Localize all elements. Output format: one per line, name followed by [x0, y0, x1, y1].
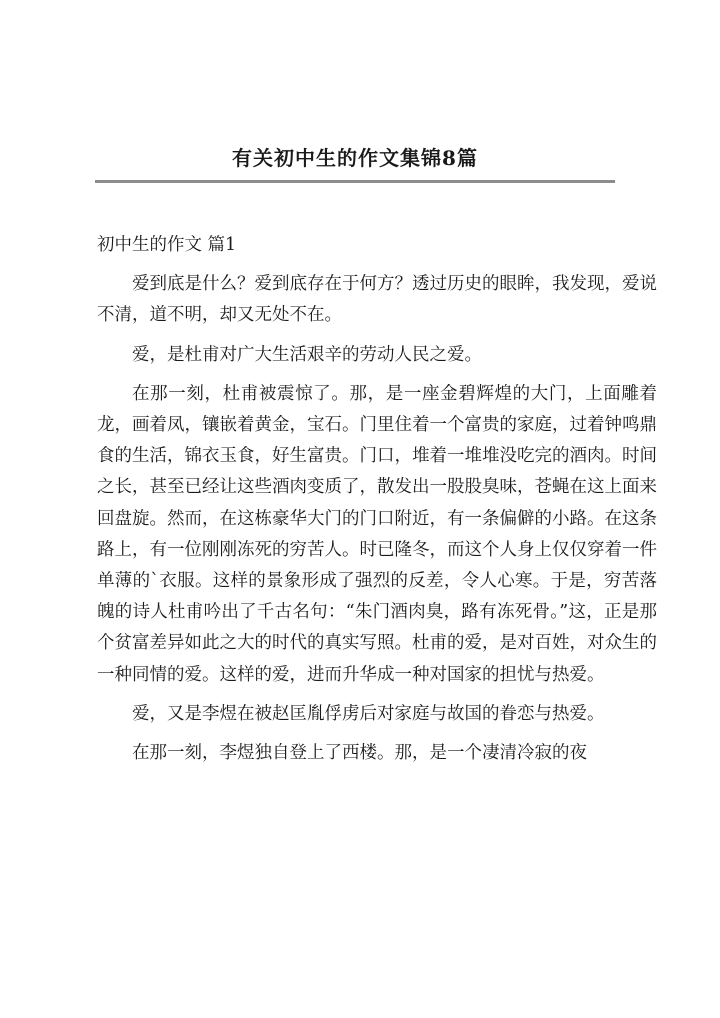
paragraph-3: 在那一刻，杜甫被震惊了。那，是一座金碧辉煌的大门，上面雕着龙，画着凤，镶嵌着黄金，宝石。门里住着一个富贵的家庭，过着钟鸣鼎食的生活，锦衣玉食，好生富贵。门口，堆着一堆堆没吃完的酒肉。时间之长，甚至已经让这些酒肉变质了，散发出一股股臭味，苍蝇在这上面来回盘旋。然而，在这栋豪华大门的门口附近，有一条偏僻的小路。在这条路上，有一位刚刚冻死的穷苦人。时已隆冬，而这个人身上仅仅穿着一件单薄的`衣服。这样的景象形成了强烈的反差，令人心寒。于是，穷苦落魄的诗人杜甫吟出了千古名句：“朱门酒肉臭，路有冻死骨。”这，正是那个贫富差异如此之大的时代的真实写照。杜甫的爱，是对百姓，对众生的一种同情的爱。这样的爱，进而升华成一种对国家的担忧与热爱。	[97, 383, 657, 685]
spacer	[97, 371, 657, 379]
title-divider	[95, 180, 615, 183]
paragraph-5: 在那一刻，李煜独自登上了西楼。那，是一个凄清冷寂的夜	[132, 743, 587, 764]
spacer	[97, 691, 657, 699]
paragraph-4: 爱，又是李煜在被赵匡胤俘虏后对家庭与故国的眷恋与热爱。	[132, 703, 605, 724]
paragraph-2: 爱，是杜甫对广大生活艰辛的劳动人民之爱。	[132, 344, 482, 365]
document-body	[97, 230, 657, 769]
paragraph-1: 爱到底是什么？爱到底存在于何方？透过历史的眼眸，我发现，爱说不清，道不明，却又无处不在。	[97, 274, 657, 326]
section-title: 初中生的作文 篇1	[97, 235, 237, 255]
spacer	[97, 261, 657, 269]
document-title: 有关初中生的作文集锦8篇	[232, 146, 478, 170]
spacer	[97, 332, 657, 340]
spacer	[97, 730, 657, 738]
